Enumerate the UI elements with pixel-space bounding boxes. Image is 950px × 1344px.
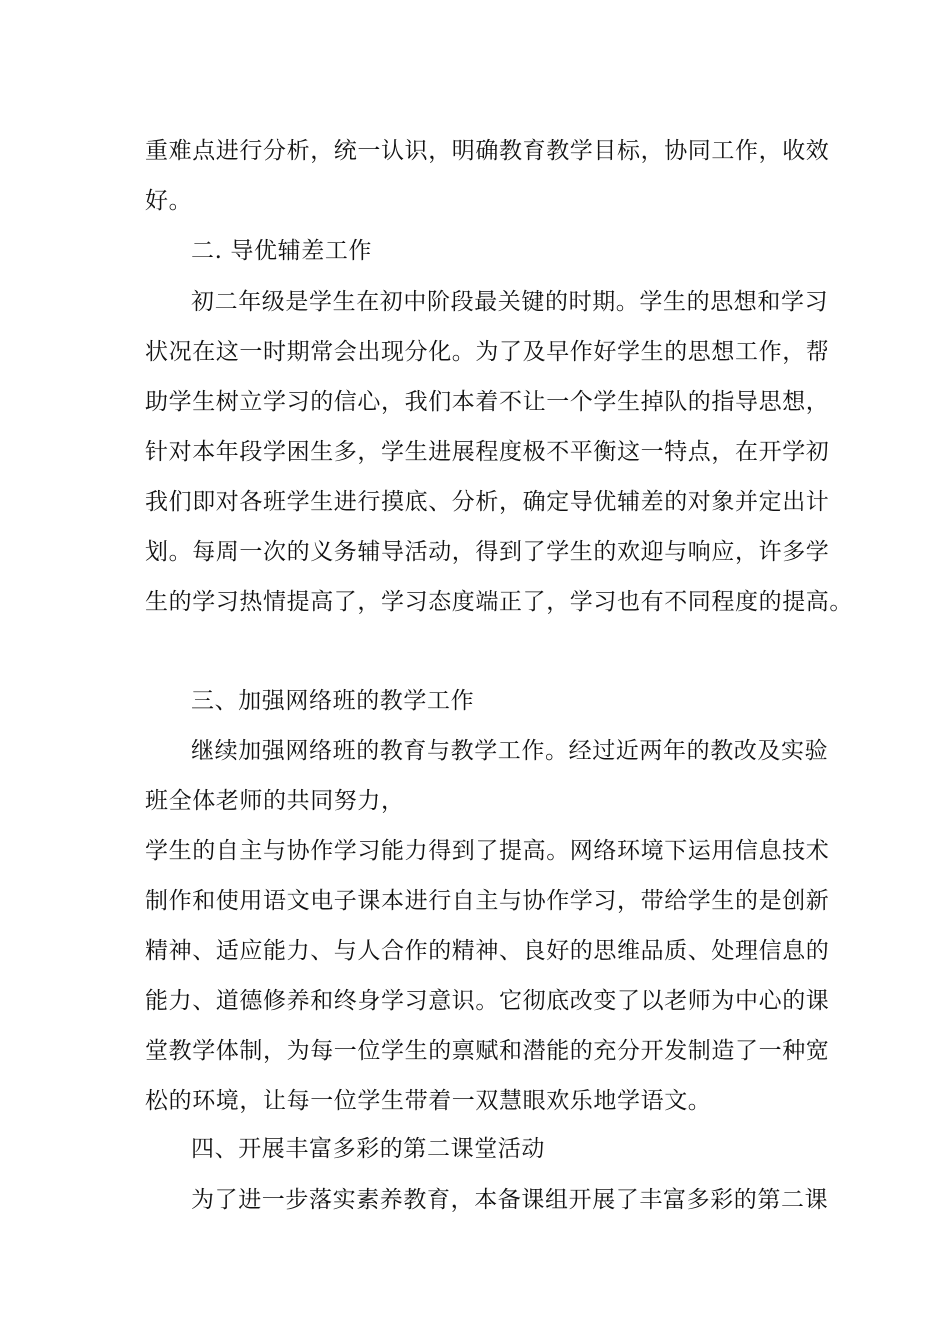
paragraph-line: 继续加强网络班的教育与教学工作。经过近两年的教改及实验 — [191, 738, 829, 764]
paragraph-line: 松的环境，让每一位学生带着一双慧眼欢乐地学语文。 — [145, 1088, 712, 1114]
paragraph-line: 我们即对各班学生进行摸底、分析，确定导优辅差的对象并定出计 — [145, 489, 830, 515]
paragraph-line: 划。每周一次的义务辅导活动，得到了学生的欢迎与响应，许多学 — [145, 539, 830, 565]
paragraph-line: 好。 — [145, 188, 193, 214]
paragraph-line: 针对本年段学困生多，学生进展程度极不平衡这一特点，在开学初 — [145, 439, 830, 465]
paragraph-line: 制作和使用语文电子课本进行自主与协作学习，带给学生的是创新 — [145, 888, 830, 914]
paragraph-line: 堂教学体制，为每一位学生的禀赋和潜能的充分开发制造了一种宽 — [145, 1038, 830, 1064]
paragraph-line: 能力、道德修养和终身学习意识。它彻底改变了以老师为中心的课 — [145, 988, 830, 1014]
paragraph-line: 生的学习热情提高了，学习态度端正了，学习也有不同程度的提高。 — [145, 589, 853, 615]
section-heading: 三、加强网络班的教学工作 — [191, 688, 475, 714]
paragraph-line: 为了进一步落实素养教育，本备课组开展了丰富多彩的第二课 — [191, 1187, 829, 1213]
paragraph-line: 重难点进行分析，统一认识，明确教育教学目标，协同工作，收效 — [145, 138, 830, 164]
paragraph-line: 助学生树立学习的信心，我们本着不让一个学生掉队的指导思想， — [145, 389, 830, 415]
paragraph-line: 班全体老师的共同努力， — [145, 788, 405, 814]
paragraph-line: 状况在这一时期常会出现分化。为了及早作好学生的思想工作，帮 — [145, 339, 830, 365]
paragraph-line: 精神、适应能力、与人合作的精神、良好的思维品质、处理信息的 — [145, 938, 830, 964]
section-heading: 二. 导优辅差工作 — [191, 238, 373, 264]
paragraph-line: 初二年级是学生在初中阶段最关键的时期。学生的思想和学习 — [191, 289, 829, 315]
section-heading: 四、开展丰富多彩的第二课堂活动 — [191, 1136, 545, 1162]
paragraph-line: 学生的自主与协作学习能力得到了提高。网络环境下运用信息技术 — [145, 838, 830, 864]
